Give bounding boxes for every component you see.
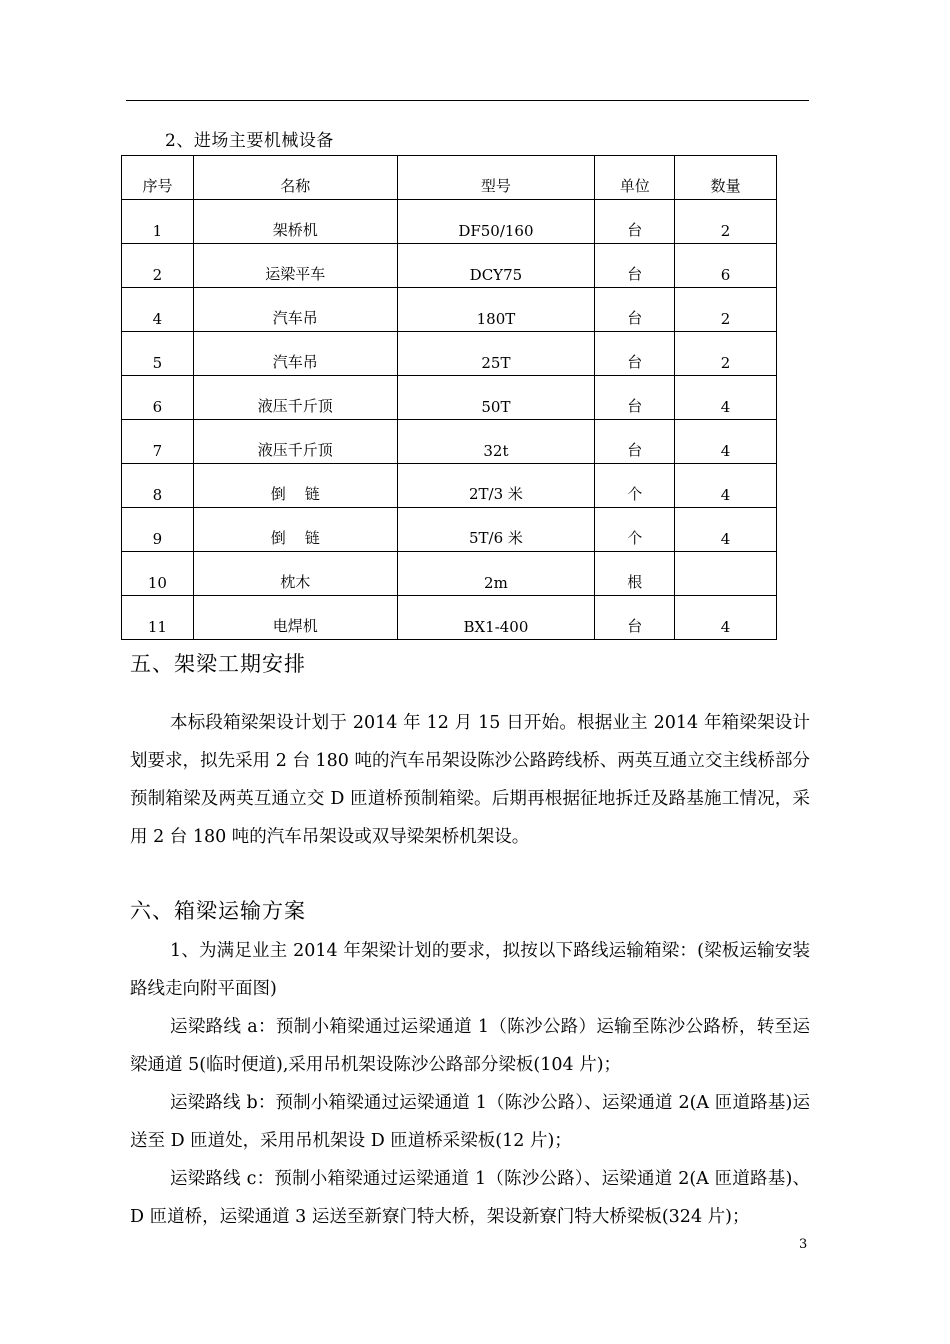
header-rule [126,100,809,101]
cell-index: 9 [122,508,194,552]
route-c-paragraph: 运梁路线 c：预制小箱梁通过运梁通道 1（陈沙公路）、运梁通道 2(A 匝道路基)、D 匝道桥，运梁通道 3 运送至新寮门特大桥，架设新寮门特大桥梁板(324 片)； [130,1169,810,1227]
table-row [122,288,777,332]
cell-index: 1 [122,200,194,244]
cell-name: 倒 链 [193,464,397,508]
cell-quantity: 4 [675,596,777,640]
table-row [122,596,777,640]
cell-unit: 台 [595,288,675,332]
page-number: 3 [799,1237,808,1252]
section-5-paragraph: 本标段箱梁架设计划于 2014 年 12 月 15 日开始。根据业主 2014 年箱梁架设计划要求，拟先采用 2 台 180 吨的汽车吊架设陈沙公路跨线桥、两英互通立交主线桥部分预制箱梁及两英互通立交 D 匝道桥预制箱梁。后期再根据征地拆迁及路基施工情况，采用 2 台 180 吨的汽车吊架设或双导梁架桥机架设。 [130,713,810,847]
cell-model: 180T [397,288,595,332]
cell-name: 液压千斤顶 [193,376,397,420]
cell-name: 汽车吊 [193,288,397,332]
section-6-body [130,932,810,1236]
cell-quantity: 6 [675,244,777,288]
cell-name: 电焊机 [193,596,397,640]
cell-unit: 台 [595,596,675,640]
cell-model: 25T [397,332,595,376]
cell-quantity: 2 [675,200,777,244]
header-quantity: 数量 [675,156,777,200]
route-a-paragraph: 运梁路线 a：预制小箱梁通过运梁通道 1（陈沙公路）运输至陈沙公路桥，转至运梁通道 5(临时便道),采用吊机架设陈沙公路部分梁板(104 片)； [130,1017,810,1075]
section-5-heading: 五、架梁工期安排 [130,652,306,676]
section-6-heading: 六、箱梁运输方案 [130,899,306,923]
cell-model: BX1-400 [397,596,595,640]
cell-name: 倒 链 [193,508,397,552]
header-model: 型号 [397,156,595,200]
table-row [122,552,777,596]
cell-quantity: 4 [675,508,777,552]
cell-index: 10 [122,552,194,596]
cell-name: 液压千斤顶 [193,420,397,464]
cell-quantity: 4 [675,464,777,508]
cell-index: 2 [122,244,194,288]
cell-index: 4 [122,288,194,332]
header-name: 名称 [193,156,397,200]
cell-model: DCY75 [397,244,595,288]
cell-unit: 台 [595,376,675,420]
cell-model: DF50/160 [397,200,595,244]
cell-quantity: 2 [675,332,777,376]
equipment-table [121,155,777,640]
cell-model: 50T [397,376,595,420]
cell-unit: 个 [595,464,675,508]
header-unit: 单位 [595,156,675,200]
table-row [122,244,777,288]
table-row [122,332,777,376]
cell-index: 5 [122,332,194,376]
cell-quantity: 4 [675,376,777,420]
cell-model: 2T/3 米 [397,464,595,508]
table-row [122,200,777,244]
equipment-subheading: 2、进场主要机械设备 [165,131,334,151]
cell-name: 运梁平车 [193,244,397,288]
cell-name: 架桥机 [193,200,397,244]
table-row [122,420,777,464]
table-row [122,464,777,508]
table-header-row [122,156,777,200]
cell-quantity: 4 [675,420,777,464]
table-row [122,508,777,552]
header-index: 序号 [122,156,194,200]
cell-unit: 根 [595,552,675,596]
cell-index: 7 [122,420,194,464]
cell-unit: 台 [595,200,675,244]
cell-model: 32t [397,420,595,464]
section-5-body [130,704,810,856]
cell-model: 5T/6 米 [397,508,595,552]
table-row [122,376,777,420]
cell-model: 2m [397,552,595,596]
cell-index: 6 [122,376,194,420]
cell-unit: 台 [595,244,675,288]
cell-index: 11 [122,596,194,640]
cell-unit: 台 [595,420,675,464]
cell-unit: 个 [595,508,675,552]
cell-name: 枕木 [193,552,397,596]
item-1-paragraph: 1、为满足业主 2014 年架梁计划的要求，拟按以下路线运输箱梁：(梁板运输安装路线走向附平面图) [130,941,810,999]
cell-name: 汽车吊 [193,332,397,376]
cell-quantity: 2 [675,288,777,332]
cell-quantity [675,552,777,596]
route-b-paragraph: 运梁路线 b：预制小箱梁通过运梁通道 1（陈沙公路）、运梁通道 2(A 匝道路基)运送至 D 匝道处，采用吊机架设 D 匝道桥采梁板(12 片)； [130,1093,810,1151]
cell-unit: 台 [595,332,675,376]
cell-index: 8 [122,464,194,508]
